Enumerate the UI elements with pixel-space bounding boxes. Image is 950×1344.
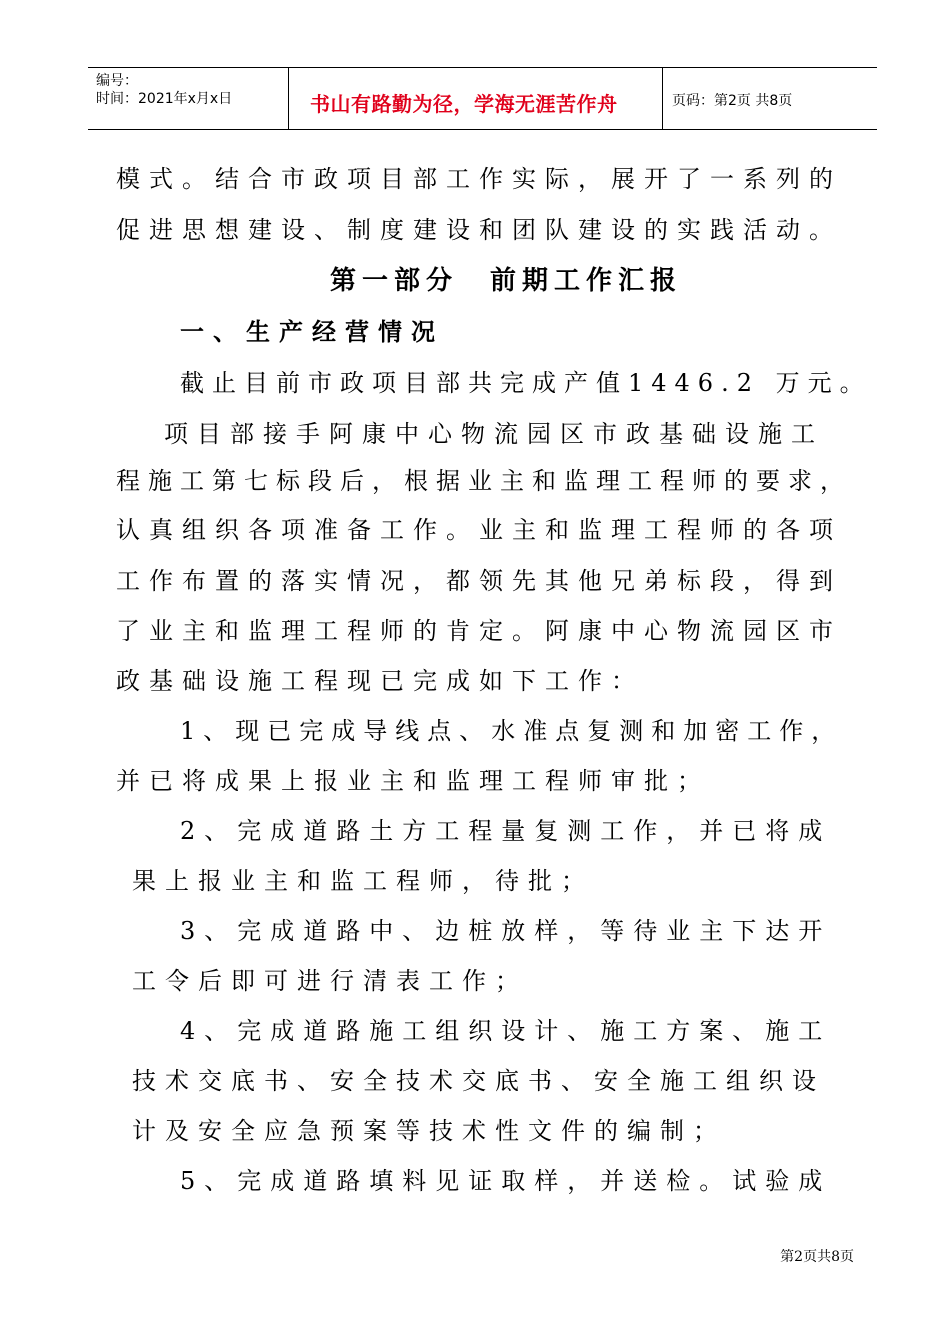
list-item-continuation: 并已将成果上报业主和监理工程师审批；: [116, 767, 710, 795]
page-header: [88, 67, 877, 130]
body-line: 程施工第七标段后，根据业主和监理工程师的要求，: [116, 467, 852, 495]
doc-code-label: 编号：: [96, 73, 138, 89]
body-line: 截止目前市政项目部共完成产值1446.2 万元。: [180, 369, 872, 397]
list-item: 1、现已完成导线点、水准点复测和加密工作，: [180, 717, 844, 745]
body-line: 模式。结合市政项目部工作实际，展开了一系列的: [116, 165, 842, 193]
list-item: 5、完成道路填料见证取样，并送检。试验成: [180, 1167, 832, 1195]
section-heading: 一、生产经营情况: [180, 317, 444, 346]
header-page-cell: [662, 68, 877, 129]
header-page-number: 页码：第2页 共8页: [672, 93, 793, 109]
list-item: 2、完成道路土方工程量复测工作，并已将成: [180, 817, 832, 845]
list-item-continuation: 技术交底书、安全技术交底书、安全施工组织设: [132, 1067, 825, 1095]
body-line: 促进思想建设、制度建设和团队建设的实践活动。: [116, 216, 842, 244]
list-item-continuation: 果上报业主和监工程师，待批；: [132, 867, 594, 895]
body-line: 项目部接手阿康中心物流园区市政基础设施工: [164, 420, 824, 448]
list-item-continuation: 工令后即可进行清表工作；: [132, 967, 528, 995]
part-heading: 第一部分 前期工作汇报: [330, 266, 683, 296]
body-line: 认真组织各项准备工作。业主和监理工程师的各项: [116, 516, 842, 544]
list-item: 3、完成道路中、边桩放样，等待业主下达开: [180, 917, 832, 945]
body-line: 了业主和监理工程师的肯定。阿康中心物流园区市: [116, 617, 842, 645]
body-line: 政基础设施工程现已完成如下工作：: [116, 667, 644, 695]
page-footer: 第2页共8页: [780, 1249, 854, 1265]
header-info-cell: [88, 68, 289, 129]
list-item: 4、完成道路施工组织设计、施工方案、施工: [180, 1017, 832, 1045]
header-motto-cell: [288, 68, 663, 129]
header-motto: 书山有路勤为径，学海无涯苦作舟: [310, 92, 618, 116]
doc-time-label: 时间：2021年x月x日: [96, 91, 233, 107]
body-line: 工作布置的落实情况，都领先其他兄弟标段，得到: [116, 567, 842, 595]
list-item-continuation: 计及安全应急预案等技术性文件的编制；: [132, 1117, 726, 1145]
